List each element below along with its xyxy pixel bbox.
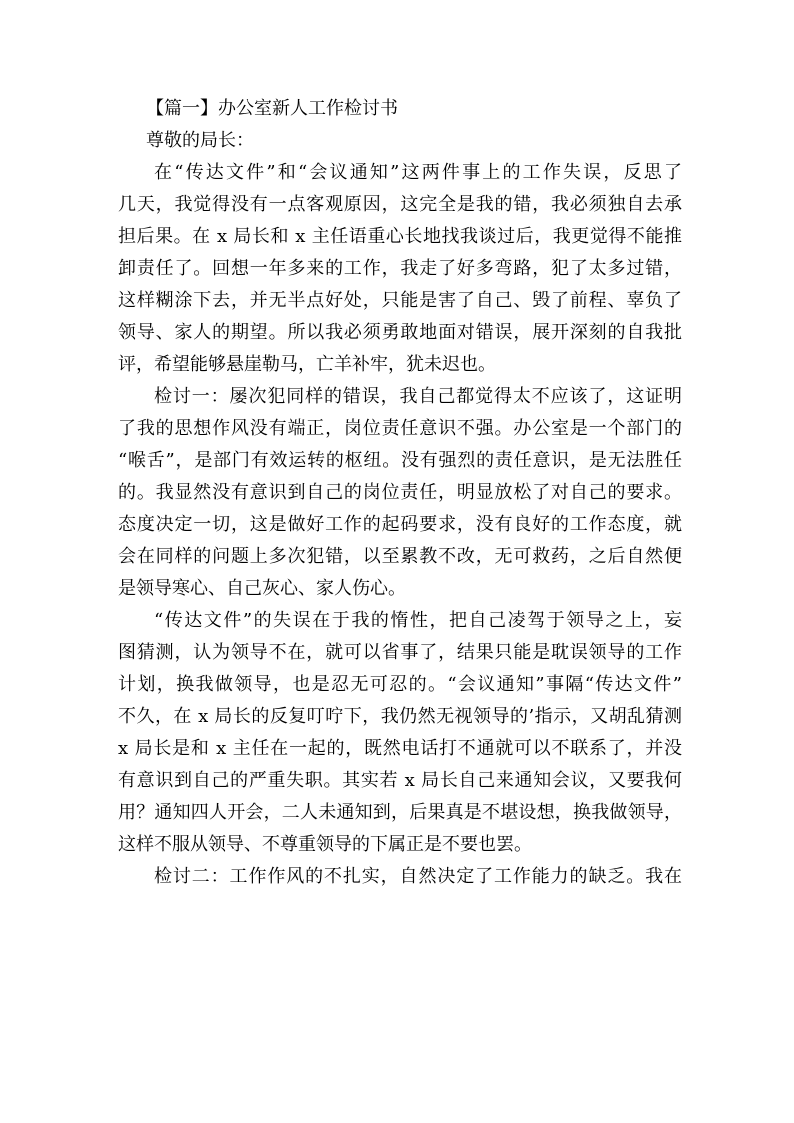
paragraph-4 (118, 861, 682, 893)
paragraph-line: 担后果。在 x 局长和 x 主任语重心长地找我谈过后，我更觉得不能推 (118, 226, 682, 247)
document-body (118, 93, 682, 893)
paragraph-3 (118, 605, 682, 861)
paragraph-line: “喉舌”，是部门有效运转的枢纽。没有强烈的责任意识，是无法胜任 (118, 450, 682, 471)
document-title: 【篇一】办公室新人工作检讨书 (146, 98, 398, 119)
paragraph-line: 卸责任了。回想一年多来的工作，我走了好多弯路，犯了太多过错， (118, 258, 682, 279)
paragraph-line: 有意识到自己的严重失职。其实若 x 局长自己来通知会议，又要我何 (118, 770, 682, 791)
paragraph-line: 检讨二：工作作风的不扎实，自然决定了工作能力的缺乏。我在 (154, 866, 682, 887)
paragraph-line: 图猜测，认为领导不在，就可以省事了，结果只能是耽误领导的工作 (118, 642, 682, 663)
paragraph-line: 会在同样的问题上多次犯错，以至累教不改，无可救药，之后自然便 (118, 546, 682, 567)
paragraph-line: 这样不服从领导、不尊重领导的下属正是不要也罢。 (118, 834, 532, 855)
paragraph-line: 计划，换我做领导，也是忍无可忍的。“会议通知”事隔“传达文件” (118, 674, 682, 695)
paragraph-line: “传达文件”的失误在于我的惰性，把自己凌驾于领导之上，妄 (154, 610, 682, 631)
paragraph-line: x 局长是和 x 主任在一起的，既然电话打不通就可以不联系了，并没 (118, 738, 682, 759)
paragraph-line: 用？通知四人开会，二人未通知到，后果真是不堪设想，换我做领导， (118, 802, 682, 823)
paragraph-line: 在“传达文件”和“会议通知”这两件事上的工作失误，反思了 (154, 162, 682, 183)
paragraph-line: 不久，在 x 局长的反复叮咛下，我仍然无视领导的’指示，又胡乱猜测 (118, 706, 682, 727)
paragraph-line: 的。我显然没有意识到自己的岗位责任，明显放松了对自己的要求。 (118, 482, 682, 503)
paragraph-2 (118, 381, 682, 605)
paragraph-line: 了我的思想作风没有端正，岗位责任意识不强。办公室是一个部门的 (118, 418, 682, 439)
paragraph-1 (118, 157, 682, 381)
paragraph-line: 评，希望能够悬崖勒马，亡羊补牢，犹未迟也。 (118, 354, 496, 375)
paragraph-line: 这样糊涂下去，并无半点好处，只能是害了自己、毁了前程、辜负了 (118, 290, 682, 311)
paragraph-line: 几天，我觉得没有一点客观原因，这完全是我的错，我必须独自去承 (118, 194, 682, 215)
paragraph-line: 检讨一：屡次犯同样的错误，我自己都觉得太不应该了，这证明 (154, 386, 682, 407)
paragraph-line: 态度决定一切，这是做好工作的起码要求，没有良好的工作态度，就 (118, 514, 682, 535)
paragraph-line: 领导、家人的期望。所以我必须勇敢地面对错误，展开深刻的自我批 (118, 322, 682, 343)
salutation: 尊敬的局长： (146, 130, 254, 151)
paragraph-line: 是领导寒心、自己灰心、家人伤心。 (118, 578, 406, 599)
